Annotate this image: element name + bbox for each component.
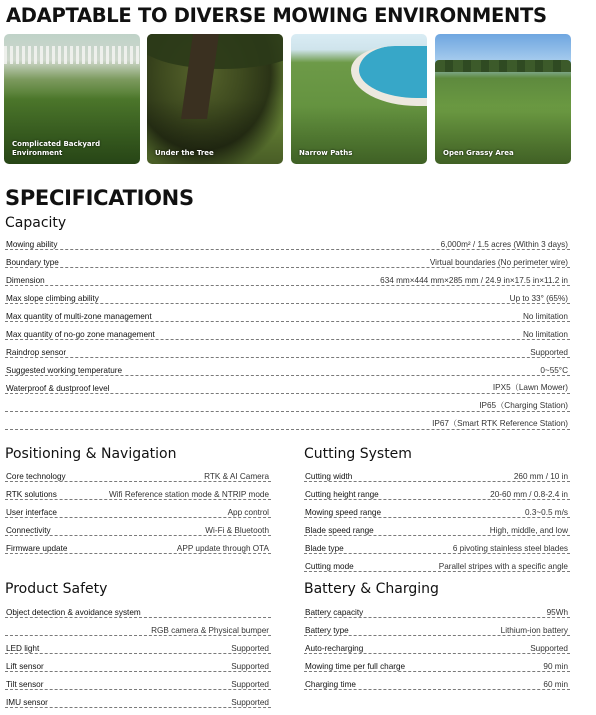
spec-value: RTK & AI Camera	[204, 472, 269, 481]
spec-row	[5, 500, 271, 518]
spec-row	[304, 518, 570, 536]
spec-row	[5, 358, 570, 376]
spec-row	[304, 618, 570, 636]
spec-value: App control	[227, 508, 269, 517]
spec-label: Suggested working temperature	[6, 366, 123, 375]
spec-label: Raindrop sensor	[6, 348, 67, 357]
spec-label: IMU sensor	[6, 698, 48, 707]
spec-row	[5, 518, 271, 536]
spec-value: Supported	[231, 662, 269, 671]
spec-label: Max quantity of multi-zone management	[6, 312, 152, 321]
spec-row	[304, 536, 570, 554]
spec-label: Auto-recharging	[305, 644, 364, 653]
spec-value: IPX5（Lawn Mower)	[492, 383, 568, 392]
spec-value: Supported	[530, 348, 568, 357]
spec-label: Battery type	[305, 626, 349, 635]
spec-value: Up to 33° (65%)	[509, 294, 568, 303]
spec-label: LED light	[6, 644, 40, 653]
spec-value: Parallel stripes with a specific angle	[438, 562, 568, 571]
spec-label: Connectivity	[6, 526, 51, 535]
spec-value: IP65（Charging Station)	[479, 401, 568, 410]
battery-heading: Battery & Charging	[304, 581, 439, 597]
spec-value: 6,000m² / 1.5 acres (Within 3 days)	[440, 240, 568, 249]
spec-value: APP update through OTA	[176, 544, 269, 553]
cutting-table	[304, 464, 570, 572]
spec-value: 260 mm / 10 in	[513, 472, 568, 481]
env-caption: Narrow Paths	[299, 149, 353, 157]
env-card-backyard	[4, 34, 140, 164]
spec-row	[5, 600, 271, 618]
spec-row	[5, 322, 570, 340]
spec-value: Supported	[530, 644, 568, 653]
spec-row	[5, 286, 570, 304]
positioning-table	[5, 464, 271, 554]
spec-value: Virtual boundaries (No perimeter wire)	[429, 258, 568, 267]
spec-row	[304, 554, 570, 572]
spec-value: RGB camera & Physical bumper	[151, 626, 269, 635]
spec-label: Core technology	[6, 472, 66, 481]
spec-label: Max slope climbing ability	[6, 294, 99, 303]
env-card-tree	[147, 34, 283, 164]
spec-value: IP67（Smart RTK Reference Station)	[432, 419, 568, 428]
fence-graphic	[4, 46, 140, 64]
spec-value: 90 min	[543, 662, 568, 671]
env-caption: Under the Tree	[155, 149, 214, 157]
spec-value: 0~55°C	[540, 366, 568, 375]
spec-row	[304, 654, 570, 672]
spec-row	[5, 636, 271, 654]
spec-label: Object detection & avoidance system	[6, 608, 141, 617]
spec-value: 0.3~0.5 m/s	[524, 508, 568, 517]
spec-value: 634 mm×444 mm×285 mm / 24.9 in×17.5 in×11.2 in	[380, 276, 568, 285]
environment-gallery	[4, 34, 570, 164]
safety-table	[5, 600, 271, 708]
env-card-open-area	[435, 34, 571, 164]
spec-value: Supported	[231, 698, 269, 707]
spec-label: Max quantity of no-go zone management	[6, 330, 155, 339]
spec-label: Waterproof & dustproof level	[6, 384, 110, 393]
spec-label: User interface	[6, 508, 57, 517]
spec-row	[5, 618, 271, 636]
specifications-title: SPECIFICATIONS	[5, 186, 194, 210]
spec-row	[304, 636, 570, 654]
spec-row	[304, 600, 570, 618]
spec-row	[5, 482, 271, 500]
capacity-table	[5, 232, 570, 430]
spec-row	[5, 654, 271, 672]
spec-label: Mowing speed range	[305, 508, 382, 517]
spec-label: Charging time	[305, 680, 356, 689]
treeline-graphic	[435, 60, 571, 72]
spec-value: Wi-Fi & Bluetooth	[205, 526, 269, 535]
spec-value: Supported	[231, 680, 269, 689]
spec-row	[304, 672, 570, 690]
spec-row	[5, 268, 570, 286]
env-card-paths	[291, 34, 427, 164]
spec-label: Blade type	[305, 544, 344, 553]
spec-label: Mowing time per full charge	[305, 662, 406, 671]
spec-label: Mowing ability	[6, 240, 58, 249]
cutting-heading: Cutting System	[304, 446, 412, 462]
env-caption: Complicated Backyard Environment	[12, 140, 101, 157]
pool-graphic	[351, 46, 427, 106]
spec-value: High, middle, and low	[489, 526, 568, 535]
spec-row	[5, 412, 570, 430]
spec-row	[5, 376, 570, 394]
spec-label: Lift sensor	[6, 662, 44, 671]
spec-row	[5, 232, 570, 250]
spec-row	[5, 304, 570, 322]
capacity-heading: Capacity	[5, 215, 67, 231]
positioning-heading: Positioning & Navigation	[5, 446, 177, 462]
hero-title: ADAPTABLE TO DIVERSE MOWING ENVIRONMENTS	[6, 4, 547, 27]
spec-value: 6 pivoting stainless steel blades	[452, 544, 568, 553]
spec-row	[5, 250, 570, 268]
safety-heading: Product Safety	[5, 581, 108, 597]
battery-table	[304, 600, 570, 690]
spec-row	[304, 482, 570, 500]
spec-row	[5, 672, 271, 690]
spec-row	[5, 340, 570, 358]
spec-label: RTK solutions	[6, 490, 57, 499]
spec-value: No limitation	[522, 330, 568, 339]
env-caption: Open Grassy Area	[443, 149, 514, 157]
spec-value: 20-60 mm / 0.8-2.4 in	[490, 490, 568, 499]
spec-label: Cutting mode	[305, 562, 354, 571]
spec-row	[5, 464, 271, 482]
spec-row	[5, 394, 570, 412]
spec-label: Blade speed range	[305, 526, 374, 535]
spec-value: Wifi Reference station mode & NTRIP mode	[108, 490, 269, 499]
spec-value: 95Wh	[546, 608, 568, 617]
spec-row	[5, 536, 271, 554]
spec-label: Dimension	[6, 276, 45, 285]
spec-value: Lithium-ion battery	[500, 626, 568, 635]
spec-label: Cutting height range	[305, 490, 379, 499]
spec-row	[304, 500, 570, 518]
spec-value: No limitation	[522, 312, 568, 321]
spec-label: Boundary type	[6, 258, 59, 267]
spec-label: Cutting width	[305, 472, 353, 481]
spec-label: Firmware update	[6, 544, 68, 553]
spec-label: Tilt sensor	[6, 680, 44, 689]
spec-row	[5, 690, 271, 708]
spec-value: Supported	[231, 644, 269, 653]
spec-row	[304, 464, 570, 482]
spec-value: 60 min	[543, 680, 568, 689]
spec-label: Battery capacity	[305, 608, 364, 617]
